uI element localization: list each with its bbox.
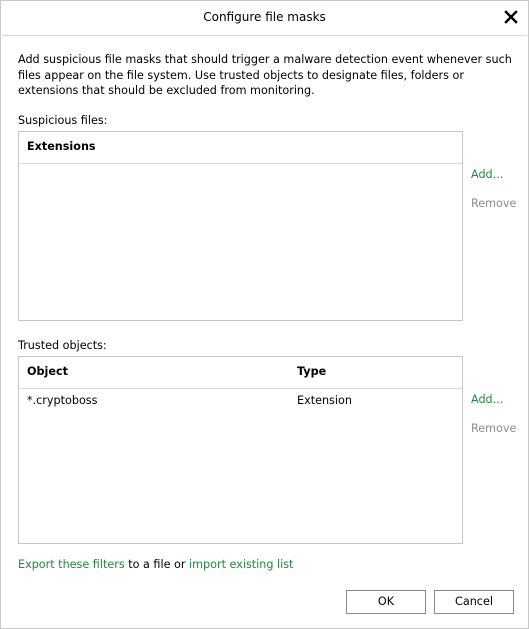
- cancel-button[interactable]: Cancel: [434, 590, 514, 614]
- footer-middle-text: to a file or: [124, 558, 190, 571]
- close-button[interactable]: [500, 6, 522, 28]
- close-icon: [500, 6, 522, 28]
- export-import-line: [18, 558, 293, 571]
- trusted-objects-label: Trusted objects:: [18, 339, 107, 352]
- suspicious-add-button[interactable]: Add...: [471, 168, 504, 181]
- trusted-add-button[interactable]: Add...: [471, 393, 504, 406]
- table-row[interactable]: [19, 389, 462, 413]
- trusted-objects-grid[interactable]: [18, 356, 463, 544]
- dialog-title: Configure file masks: [203, 10, 326, 24]
- trusted-grid-header: [19, 357, 462, 389]
- column-header-extensions[interactable]: Extensions: [27, 140, 96, 153]
- import-list-link[interactable]: import existing list: [189, 558, 294, 571]
- trusted-type-cell: Extension: [297, 394, 352, 407]
- column-header-object[interactable]: Object: [27, 365, 68, 378]
- suspicious-grid-header: [19, 132, 462, 164]
- suspicious-files-label: Suspicious files:: [18, 114, 108, 127]
- suspicious-files-grid[interactable]: [18, 131, 463, 321]
- title-bar: [1, 1, 528, 35]
- ok-button[interactable]: OK: [346, 590, 426, 614]
- column-header-type[interactable]: Type: [297, 365, 327, 378]
- export-filters-link[interactable]: Export these filters: [18, 558, 125, 571]
- dialog-description: Add suspicious file masks that should trigger a malware detection event whenever such files appear on the file system. Use trusted objects to designate files, folders or extensions that should be excluded from monitoring.: [18, 53, 512, 97]
- suspicious-remove-button[interactable]: Remove: [471, 197, 517, 210]
- trusted-remove-button[interactable]: Remove: [471, 422, 517, 435]
- title-separator: [2, 35, 527, 36]
- trusted-object-cell: *.cryptoboss: [27, 394, 98, 407]
